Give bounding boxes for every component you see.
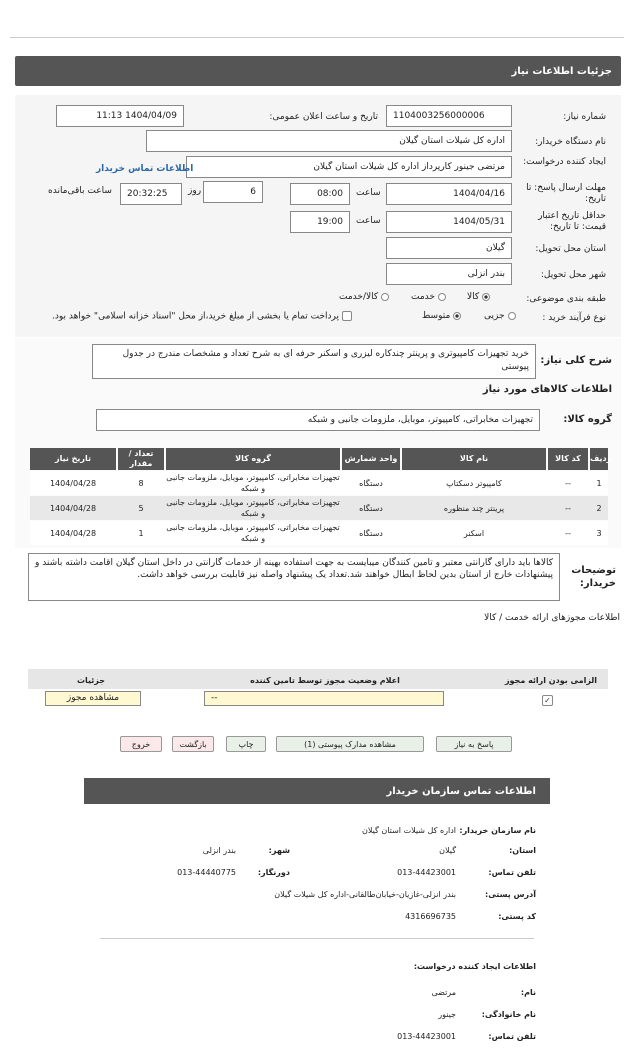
goods-group-label: گروه کالا: [563,414,612,425]
cell-item-code: -- [565,479,571,488]
creator-name: مرتضی [431,988,456,997]
permits-th-status: اعلام وضعیت مجوز توسط تامین کننده [250,676,400,685]
attachments-button[interactable]: مشاهده مدارک پیوستی (1) [276,736,424,752]
cell-need-date: 1404/04/28 [49,529,97,538]
buyer-notes-text: کالاها باید دارای گارانتی معتبر و تامین کنندگان میبایست به جهت استفاده بهینه از خدمات گارانتی در داخل استان گیلان اقامت داشته باشند و پیشنهادات خارج از استان بدین لحاظ ابطال خواهند شد.تعداد یک پیشنهاد واصله نیز قابلیت بررسی خواهد داشت. [28,553,560,601]
deadline-time-label: ساعت [356,188,381,198]
announce-label: تاریخ و ساعت اعلان عمومی: [269,112,378,122]
cell-item-code: -- [565,504,571,513]
top-divider [10,37,624,38]
creator-label: ایجاد کننده درخواست: [523,157,606,167]
need-number-field: 1104003256000006 [386,105,512,127]
th-group: گروه کالا [166,448,340,470]
announce-field: 1404/04/09 11:13 [56,105,184,127]
cell-row-number: 3 [596,529,602,538]
process-label: نوع فرآیند خرید : [542,313,606,323]
category-radio-goods[interactable]: کالا [467,292,490,302]
days-field: 6 [203,181,263,203]
contact-phone-label: تلفن تماس: [488,868,536,877]
reply-button[interactable]: پاسخ به نیاز [436,736,512,752]
th-need-date: تاریخ نیاز [30,448,116,470]
contact-fax-label: دورنگار: [257,868,290,877]
creator-phone-label: تلفن تماس: [488,1032,536,1041]
cell-quantity: 5 [138,504,144,513]
category-radio-service[interactable]: خدمت [411,292,446,302]
permits-required-checkbox[interactable]: ✓ [542,695,553,706]
creator-field: مرتضی جینور کارپرداز اداره کل شیلات استان گیلان [186,156,512,178]
cell-item-name: کامپیوتر دسکتاپ [446,479,502,488]
remaining-label: ساعت باقی‌مانده [48,186,112,196]
category-radio-both[interactable]: کالا/خدمت [339,292,389,302]
cell-row-number: 2 [596,504,602,513]
creator-family: جینور [438,1010,456,1019]
need-number-label: شماره نیاز: [563,112,606,122]
buyer-org-label: نام دستگاه خریدار: [535,137,606,147]
th-row-number: ردیف [590,448,608,470]
summary-label: شرح کلی نیاز: [540,355,612,366]
cell-need-date: 1404/04/28 [49,479,97,488]
goods-table [30,448,612,546]
contact-divider [100,938,534,939]
cell-unit: دستگاه [359,479,383,488]
process-radio-medium[interactable]: متوسط [422,311,461,321]
goods-section-title: اطلاعات کالاهای مورد نیاز [482,384,612,395]
process-radio-small[interactable]: جزیی [484,311,516,321]
goods-group-field: تجهیزات مخابراتی، کامپیوتر، موبایل، ملزومات جانبی و شبکه [96,409,540,431]
print-button[interactable]: چاپ [226,736,266,752]
cell-group: تجهیزات مخابراتی، کامپیوتر، موبایل، ملزومات جانبی و شبکه [166,523,340,543]
permits-title: اطلاعات مجوزهای ارائه خدمت / کالا [484,613,620,623]
cell-group: تجهیزات مخابراتی، کامپیوتر، موبایل، ملزومات جانبی و شبکه [166,498,340,518]
cell-item-name: اسکنر [463,529,485,538]
contact-province-label: استان: [509,846,536,855]
view-permit-button[interactable]: مشاهده مجوز [45,691,141,706]
radio-unchecked-icon [438,293,446,301]
page-title: جزئیات اطلاعات نیاز [511,66,612,77]
cell-group: تجهیزات مخابراتی، کامپیوتر، موبایل، ملزومات جانبی و شبکه [166,473,340,493]
checkbox-icon [342,311,352,321]
radio-checked-icon [482,293,490,301]
cell-item-name: پرینتر چند منظوره [443,504,505,513]
th-item-code: کد کالا [548,448,588,470]
creator-phone: 013-44423001 [397,1032,456,1041]
validity-date-field: 1404/05/31 [386,211,512,233]
th-item-name: نام کالا [402,448,546,470]
remaining-time-field: 20:32:25 [120,183,182,205]
days-label: روز [188,186,202,196]
deadline-date-field: 1404/04/16 [386,183,512,205]
cell-row-number: 1 [596,479,602,488]
permits-th-details: جزئیات [76,676,106,685]
category-label: طبقه بندی موضوعی: [526,294,606,304]
th-quantity: تعداد / مقدار [118,448,164,470]
deadline-label: مهلت ارسال پاسخ: تا تاریخ: [526,183,606,204]
radio-checked-icon [453,312,461,320]
cell-quantity: 1 [138,529,144,538]
buyer-contact-link[interactable]: اطلاعات تماس خریدار [96,164,194,174]
creator-info-title: اطلاعات ایجاد کننده درخواست: [413,962,536,971]
buyer-notes-label: توضیحات خریدار: [571,565,616,589]
cell-item-code: -- [565,529,571,538]
contact-address: بندر انزلی-غازیان-خیابان‌طالقانی-اداره کل شیلات گیلان [274,890,456,899]
contact-city: بندر انزلی [202,846,236,855]
cell-need-date: 1404/04/28 [49,504,97,513]
treasury-payment-option[interactable]: پرداخت تمام یا بخشی از مبلغ خرید،از محل "اسناد خزانه اسلامی" خواهد بود. [52,311,352,322]
summary-text: خرید تجهیزات کامپیوتری و پرینتر چندکاره لیزری و اسکنر حرفه ای به شرح تعداد و مشخصات مندرج در جدول پیوستی [92,344,536,379]
contact-fax: 013-44440775 [177,868,236,877]
contact-org: اداره کل شیلات استان گیلان [361,826,456,835]
contact-city-label: شهر: [268,846,290,855]
permits-th-required: الزامی بودن ارائه مجوز [504,676,598,685]
exit-button[interactable]: خروج [120,736,162,752]
radio-unchecked-icon [508,312,516,320]
cell-quantity: 8 [138,479,144,488]
permits-status-field: -- [204,691,444,706]
validity-time-label: ساعت [356,216,381,226]
city-field: بندر انزلی [386,263,512,285]
contact-postal-label: کد پستی: [498,912,536,921]
contact-org-label: نام سازمان خریدار: [459,826,536,835]
city-label: شهر محل تحویل: [540,270,606,280]
buyer-org-field: اداره کل شیلات استان گیلان [146,130,512,152]
cell-unit: دستگاه [359,529,383,538]
validity-label: حداقل تاریخ اعتبار قیمت: تا تاریخ: [538,211,606,232]
creator-name-label: نام: [520,988,536,997]
radio-unchecked-icon [381,293,389,301]
cell-unit: دستگاه [359,504,383,513]
contact-address-label: آدرس پستی: [485,890,536,899]
contact-phone: 013-44423001 [397,868,456,877]
province-label: استان محل تحویل: [535,244,606,254]
back-button[interactable]: بازگشت [172,736,214,752]
th-unit: واحد شمارش [342,448,400,470]
contact-postal: 4316696735 [405,912,456,921]
deadline-time-field: 08:00 [290,183,350,205]
contact-title: اطلاعات تماس سازمان خریدار [386,786,536,797]
creator-family-label: نام خانوادگی: [481,1010,536,1019]
validity-time-field: 19:00 [290,211,350,233]
province-field: گیلان [386,237,512,259]
contact-province: گیلان [439,846,456,855]
